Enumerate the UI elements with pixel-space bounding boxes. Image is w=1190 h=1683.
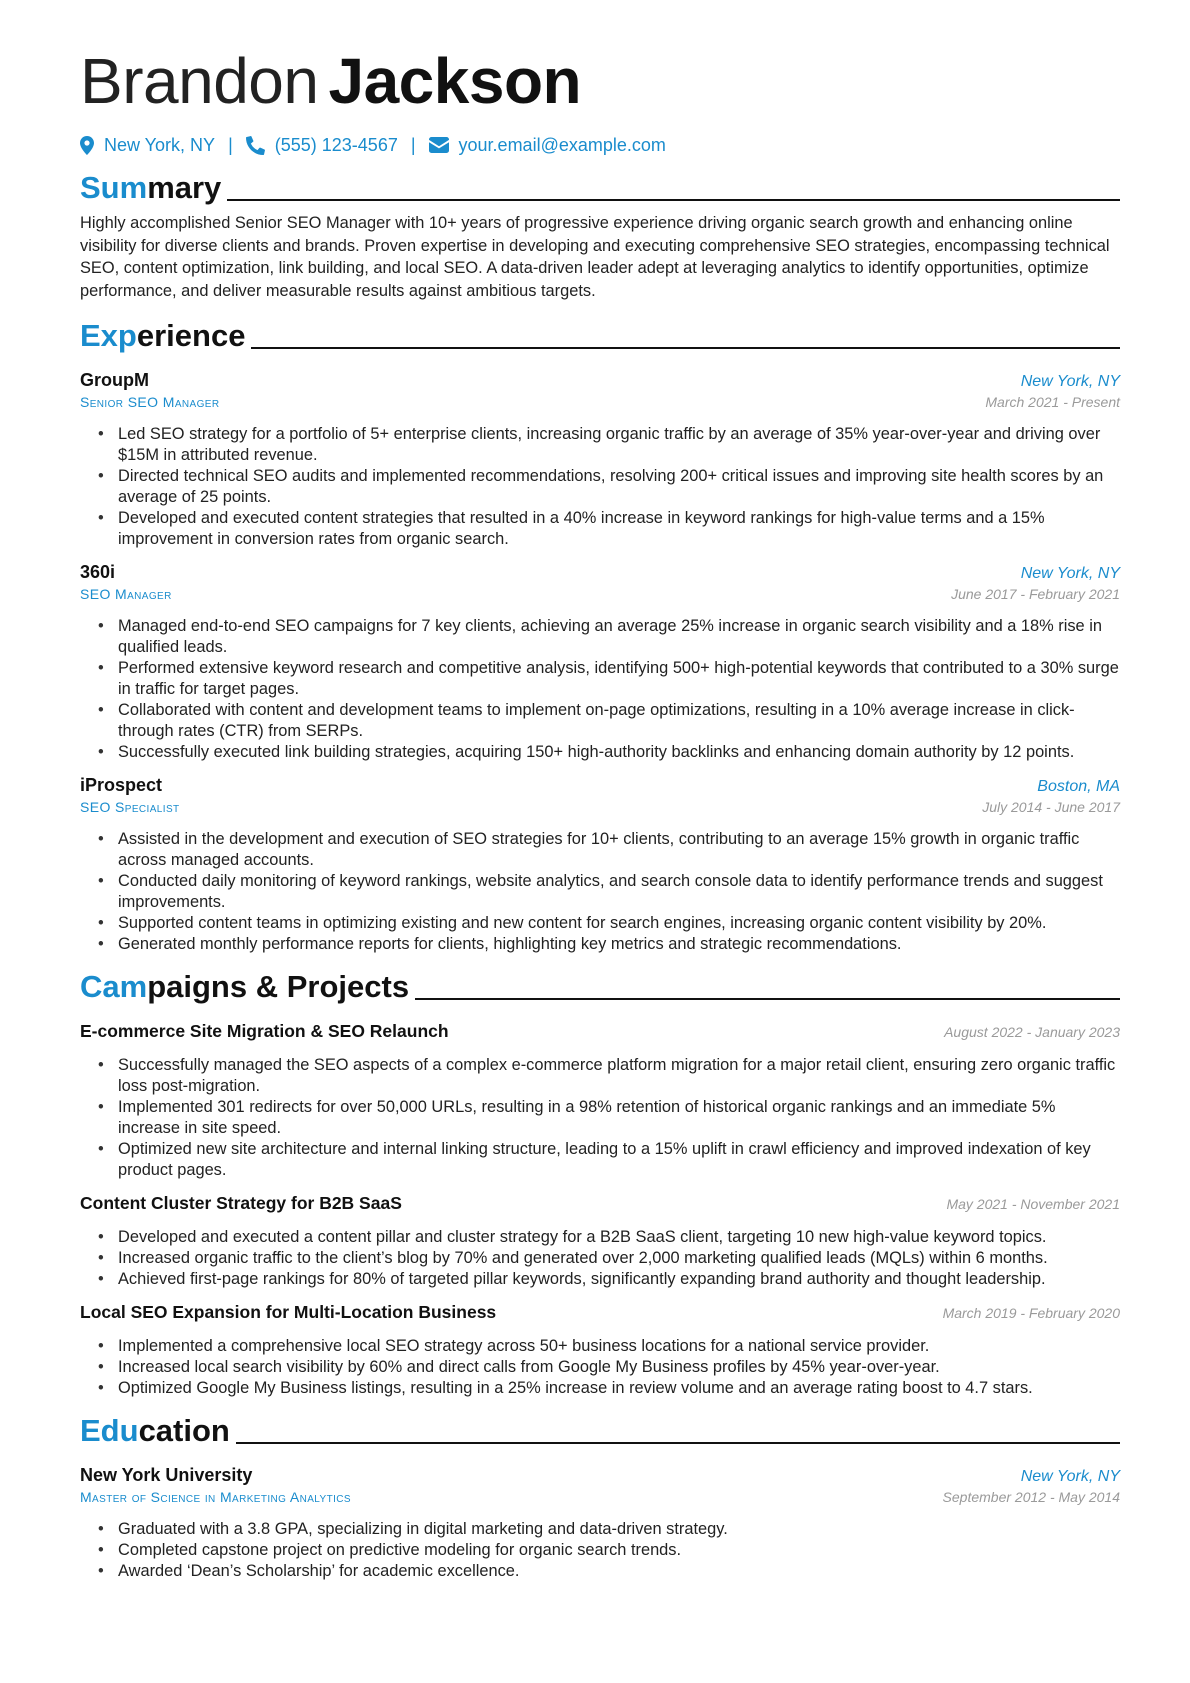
bullet-item: • Collaborated with content and development teams to implement on-page optimizations, resulting in a 10% average increase in click-through rates (CTR) from SERPs. [118, 700, 1120, 742]
projects-section-heading [80, 965, 1120, 1005]
section-divider [251, 347, 1120, 349]
project-dates: March 2019 - February 2020 [942, 1305, 1120, 1321]
section-title: Summary [80, 170, 222, 205]
job-location: New York, NY [1020, 373, 1120, 390]
bullet-item: • Generated monthly performance reports for clients, highlighting key metrics and strategic recommendations. [118, 934, 1120, 955]
job-title: SEO Specialist [80, 799, 180, 815]
bullet-item: • Increased local search visibility by 60% and direct calls from Google My Business profiles by 45% year-over-year. [118, 1357, 1120, 1378]
phone-text: (555) 123-4567 [274, 134, 398, 155]
project-dates: August 2022 - January 2023 [944, 1024, 1120, 1040]
bullet-list [80, 1336, 1120, 1399]
education-dates: September 2012 - May 2014 [942, 1489, 1120, 1505]
summary-text: Highly accomplished Senior SEO Manager with 10+ years of progressive experience driving organic search growth and enhancing online visibility for diverse clients and brands. Proven expertise in developing and executing comprehensive SEO strategies, encompassing technical SEO, content optimization, link building, and local SEO. A data-driven leader adept at leveraging analytics to identify opportunities, optimize performance, and deliver measurable results against ambitious targets. [80, 214, 1110, 300]
job-dates: July 2014 - June 2017 [982, 799, 1120, 815]
bullet-item: • Supported content teams in optimizing existing and new content for search engines, increasing organic content visibility by 20%. [118, 913, 1120, 934]
job-dates: June 2017 - February 2021 [951, 586, 1120, 602]
experience-entry [80, 368, 1120, 550]
location-text: New York, NY [104, 134, 216, 155]
bullet-item: • Successfully executed link building strategies, acquiring 150+ high-authority backlinks and enhancing domain authority by 12 points. [118, 742, 1120, 763]
first-name: Brandon [80, 45, 319, 117]
section-title: Experience [80, 318, 246, 353]
bullet-list [80, 424, 1120, 550]
bullet-item: • Developed and executed content strategies that resulted in a 40% increase in keyword rankings for high-value terms and a 15% improvement in conversion rates from organic search. [118, 508, 1120, 550]
bullet-item: • Implemented 301 redirects for over 50,000 URLs, resulting in a 98% retention of historical organic rankings and an immediate 5% increase in site speed. [118, 1097, 1120, 1139]
last-name: Jackson [328, 45, 582, 117]
contact-location [80, 135, 215, 156]
education-section-heading [80, 1409, 1120, 1449]
candidate-name [80, 42, 1120, 120]
job-title: Senior SEO Manager [80, 394, 220, 410]
contact-separator: | [228, 134, 233, 155]
bullet-item: • Achieved first-page rankings for 80% of targeted pillar keywords, significantly expanding brand authority and thought leadership. [118, 1269, 1120, 1290]
experience-section-heading [80, 314, 1120, 354]
education-entry [80, 1463, 1120, 1582]
school-name: New York University [80, 1465, 253, 1485]
section-divider [236, 1442, 1120, 1444]
project-entry [80, 1019, 1120, 1181]
project-title: Local SEO Expansion for Multi-Location Business [80, 1302, 497, 1322]
bullet-item: • Optimized new site architecture and internal linking structure, leading to a 15% uplift in crawl efficiency and improved indexation of key product pages. [118, 1139, 1120, 1181]
bullet-list [80, 1519, 1120, 1582]
phone-icon [246, 136, 265, 155]
experience-entry [80, 773, 1120, 955]
section-divider [415, 998, 1120, 1000]
bullet-item: • Assisted in the development and execution of SEO strategies for 10+ clients, contributing to an average 15% growth in organic traffic across managed accounts. [118, 829, 1120, 871]
experience-entry [80, 560, 1120, 763]
bullet-item: • Successfully managed the SEO aspects of a complex e-commerce platform migration for a major retail client, ensuring zero organic traffic loss post-migration. [118, 1055, 1120, 1097]
project-entry [80, 1191, 1120, 1290]
bullet-item: • Led SEO strategy for a portfolio of 5+ enterprise clients, increasing organic traffic by an average of 35% year-over-year and driving over $15M in attributed revenue. [118, 424, 1120, 466]
bullet-item: • Performed extensive keyword research and competitive analysis, identifying 500+ high-potential keywords that contributed to a 30% surge in traffic for target pages. [118, 658, 1120, 700]
bullet-list [80, 1227, 1120, 1290]
company-name: iProspect [80, 775, 163, 795]
project-title: Content Cluster Strategy for B2B SaaS [80, 1193, 402, 1213]
job-dates: March 2021 - Present [985, 394, 1120, 410]
bullet-item: • Conducted daily monitoring of keyword rankings, website analytics, and search console data to identify performance trends and suggest improvements. [118, 871, 1120, 913]
bullet-item: • Awarded ‘Dean’s Scholarship’ for academic excellence. [118, 1561, 1120, 1582]
contact-bar [80, 132, 1120, 158]
contact-email[interactable] [429, 135, 666, 156]
bullet-item: • Managed end-to-end SEO campaigns for 7 key clients, achieving an average 25% increase in organic search visibility and a 18% rise in qualified leads. [118, 616, 1120, 658]
project-title: E-commerce Site Migration & SEO Relaunch [80, 1021, 449, 1041]
job-title: SEO Manager [80, 586, 172, 602]
school-location: New York, NY [1020, 1468, 1120, 1485]
section-divider [227, 199, 1120, 201]
contact-separator: | [410, 134, 416, 155]
bullet-item: • Directed technical SEO audits and implemented recommendations, resolving 200+ critical issues and improving site health scores by an average of 25 points. [118, 466, 1120, 508]
bullet-item: • Implemented a comprehensive local SEO strategy across 50+ business locations for a national service provider. [118, 1336, 1120, 1357]
email-text: your.email@example.com [458, 134, 666, 155]
degree-title: Master of Science in Marketing Analytics [80, 1489, 351, 1505]
bullet-item: • Increased organic traffic to the client’s blog by 70% and generated over 2,000 marketing qualified leads (MQLs) within 6 months. [118, 1248, 1120, 1269]
company-name: 360i [80, 562, 116, 582]
map-pin-icon [80, 136, 94, 155]
bullet-list [80, 829, 1120, 955]
section-title: Education [80, 1413, 230, 1448]
contact-phone[interactable] [246, 135, 398, 156]
job-location: Boston, MA [1037, 778, 1120, 795]
bullet-item: • Graduated with a 3.8 GPA, specializing in digital marketing and data-driven strategy. [118, 1519, 1120, 1540]
summary-section-heading [80, 166, 1120, 206]
bullet-item: • Developed and executed a content pillar and cluster strategy for a B2B SaaS client, targeting 10 new high-value keyword topics. [118, 1227, 1120, 1248]
envelope-icon [429, 137, 449, 153]
section-title: Campaigns & Projects [80, 969, 410, 1004]
bullet-item: • Completed capstone project on predictive modeling for organic search trends. [118, 1540, 1120, 1561]
company-name: GroupM [80, 370, 149, 390]
project-dates: May 2021 - November 2021 [946, 1196, 1120, 1212]
project-entry [80, 1300, 1120, 1399]
bullet-list [80, 1055, 1120, 1181]
job-location: New York, NY [1020, 565, 1120, 582]
bullet-list [80, 616, 1120, 763]
bullet-item: • Optimized Google My Business listings, resulting in a 25% increase in review volume and an average rating boost to 4.7 stars. [118, 1378, 1120, 1399]
